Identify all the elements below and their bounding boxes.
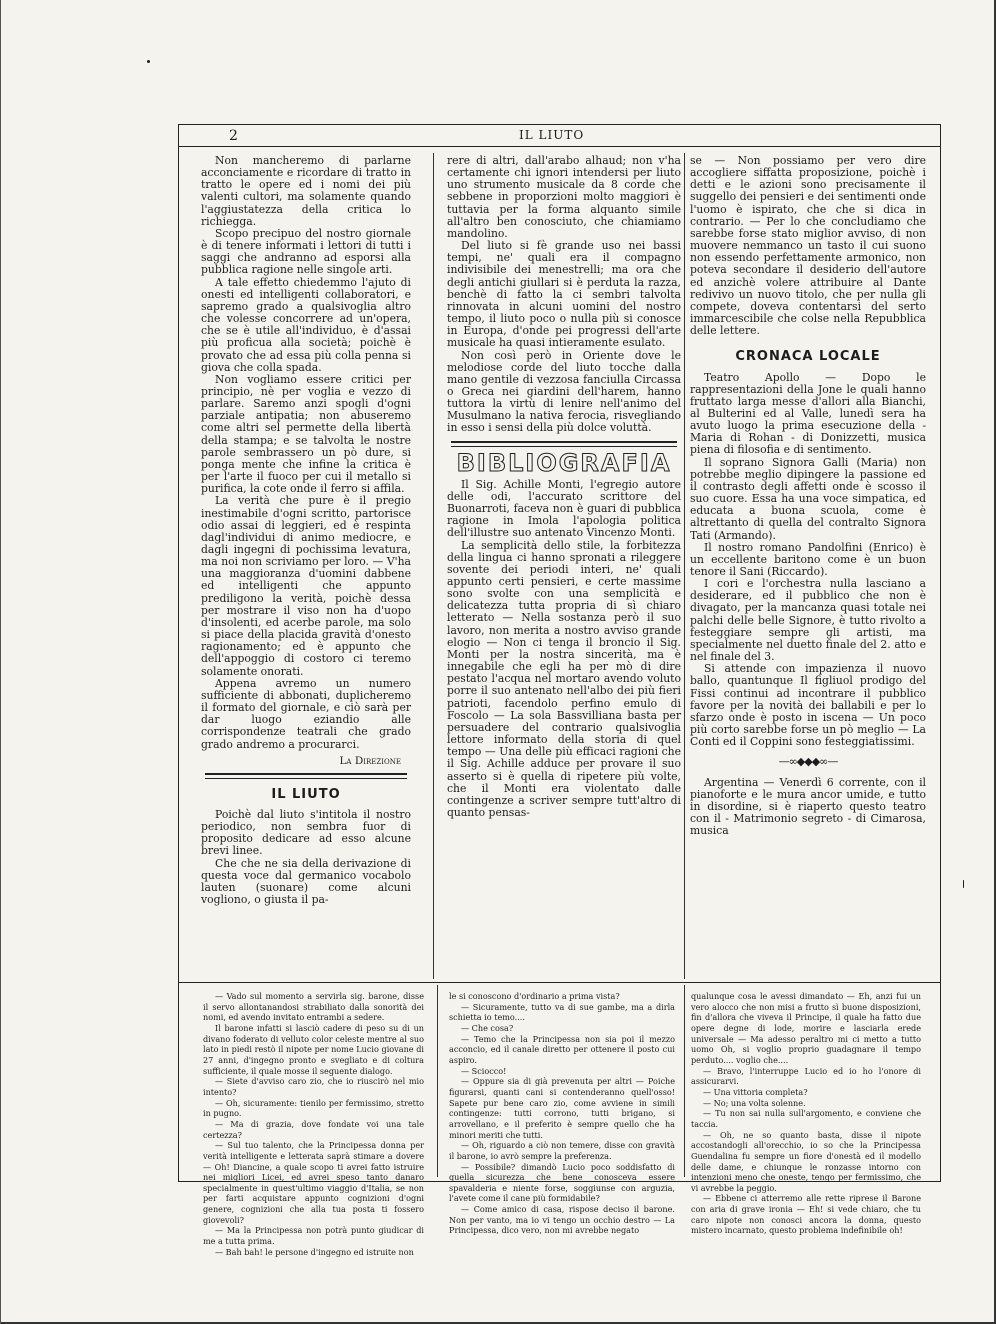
serial-paragraph: — Vado sul momento a servirla sig. barone, disse il servo allontanandosi strabiliato dalla sonorità dei nomi, ed avendo invitato entrambi a sedere.	[203, 991, 424, 1023]
serial-paragraph: — Sicuramente, tutto va di sue gambe, ma a dirla schietta io temo....	[449, 1001, 675, 1023]
serial-paragraph: Il barone infatti si lasciò cadere di peso su di un divano foderato di velluto color celeste mentre al suo lato in piedi restò il nipote per nome Lucio giovane di 27 anni, d'ingegno pronto e svegliato e di coltura sufficiente, il quale mosse il seguente dialogo.	[203, 1022, 424, 1076]
section-title-bibliografia: BIBLIOGRAFIA	[456, 448, 672, 477]
page-frame	[178, 124, 941, 1257]
serial-paragraph: — Come amico di casa, rispose deciso il barone. Non per vanto, ma io vi tengo un occhio destro — La Principessa, dico vero, non mi avrebbe negato	[449, 1204, 675, 1236]
serial-paragraph: — Siete d'avviso caro zio, che io riuscirò nel mio intento?	[203, 1076, 424, 1097]
serial-paragraph: — Bravo, l'interruppe Lucio ed io ho l'onore di assicurarvi.	[691, 1065, 921, 1087]
paragraph: Appena avremo un numero sufficiente di abbonati, duplicheremo il formato del giornale, e ciò sarà per dar luogo eziandio alle corrispondenze teatrali che grado grado andremo a procurarci.	[201, 676, 411, 751]
paragraph: La semplicità dello stile, la forbitezza della lingua ci hanno spronati a rileggere sovente dei periodi interi, ne' quali appunto certi pensieri, e certe massime sono svolte con una semplicità e delicatezza tutta propria di sì chiaro letterato — Nella sostanza però il suo lavoro, non merita a nostro avviso grande elogio — Non ci tenga il broncio il Sig. Monti per la nostra sincerità, ma è innegabile che egli ha per mò di dire pestato l'acqua nel mortaro avendo voluto porre il suo antenato nell'albo dei più fieri patrioti, facendolo perfino emulo di Foscolo — La sola Bassvilliana basta per persuadere del contrario qualsivoglia lettore informato della storia di quel tempo — Una delle più efficaci ragioni che il Sig. Achille adduce per provare il suo asserto si è quella di ripetere più volte, che il Monti era violentato dalle contingenze a scriver sempre tutt'altro di quanto pensas-	[447, 538, 681, 819]
paragraph: Il Sig. Achille Monti, l'egregio autore delle odi, l'accurato scrittore del Buonarroti, faceva non è guari di pubblica ragione in Imola l'apologia politica dell'illustre suo antenato Vincenzo Monti.	[447, 477, 681, 540]
serial-column-1	[203, 991, 424, 1257]
margin-speck	[963, 880, 964, 888]
serial-paragraph: — No; una volta solenne.	[703, 1097, 806, 1108]
section-divider	[205, 773, 407, 779]
serial-paragraph: — Ebbene ci atterremo alle rette riprese il Barone con aria di grave ironia — Eh! si vede chiaro, che tu caro nipote non conosci ancora la donna, questo mistero incarnato, questo problema indefinibile oh!	[691, 1193, 921, 1236]
serial-paragraph: — Possibile? dimandò Lucio poco soddisfatto di quella sicurezza che bene conosceva essere spavalderia e niente forse, soggiunse con arguzia, l'avete come il cane più formidabile?	[449, 1161, 675, 1204]
paragraph: Teatro Apollo — Dopo le rappresentazioni della Jone le quali hanno fruttato larga messe d'allori alla Bianchi, al Bulterini ed al Valle, lunedì sera ha avuto luogo la prima esecuzione della - Maria di Rohan - di Donizzetti, musica piena di filosofia e di sentimento.	[690, 370, 926, 457]
serial-paragraph: — Ma la Principessa non potrà punto giudicar di me a tutta prima.	[203, 1225, 424, 1247]
margin-speck	[147, 60, 150, 63]
running-header	[179, 125, 940, 147]
serial-paragraph: — Oppure sia di già prevenuta per altri — Poiche figurarsi, quanti cani si contenderanno quell'osso! Sapete pur bene caro zio, come avviene in simili contingenze: tutti corrono, tutti brigano, si arrovellano, e il preferito è sempre quello che ha minori meriti che tutti.	[449, 1076, 675, 1140]
paragraph: Argentina — Venerdì 6 corrente, con il pianoforte e le mura ancor umide, e tutto in disordine, si è riaperto questo teatro con il - Matrimonio segreto - di Cimarosa, musica	[690, 775, 926, 838]
page-number: 2	[229, 128, 238, 144]
serial-column-3	[691, 991, 921, 1236]
serial-paragraph: — Tu non sai nulla sull'argomento, e conviene che taccia.	[691, 1108, 921, 1129]
journal-title: IL LIUTO	[519, 128, 585, 142]
paragraph: rere di altri, dall'arabo alhaud; non v'ha certamente chi ignori intendersi per liuto uno strumento musicale da 8 corde che sebbene in proporzioni molto maggiori è tuttavia per la forma alquanto simile all'altro ben conosciuto, che chiamiamo mandolino.	[447, 154, 681, 240]
column-rule	[684, 153, 685, 979]
serial-paragraph: — Ma di grazia, dove fondate voi una tale certezza?	[203, 1118, 424, 1140]
paragraph: se — Non possiamo per vero dire accogliere siffatta proposizione, poichè i detti e le azioni sono precisamente il suggello dei pensieri e dei sentimenti onde l'uomo è ispirato, che che si dica in contrario. — Per lo che concludiamo che sarebbe forse stato miglior avviso, di non muovere nemmanco un tasto il cui suono non essendo perfettamente armonico, non poteva secondare il desiderio dell'autore ed anzichè volere attribuire al Dante redivivo un nuovo titolo, che per nulla gli compete, doveva contentarsi del serto immarcescibile che colse nella Repubblica delle lettere.	[690, 154, 926, 338]
serial-paragraph: — Una vittoria completa?	[703, 1086, 808, 1097]
paragraph: Si attende con impazienza il nuovo ballo, quantunque Il figliuol prodigo del Fissi continui ad incontrare il pubblico favore per la novità dei ballabili e per lo sfarzo onde è posto in iscena — Un poco più corto sarebbe forse un pò meglio — La Conti ed il Coppini sono festeggiatissimi.	[690, 662, 926, 749]
column-rule	[433, 153, 434, 979]
column-3	[690, 155, 926, 837]
serial-paragraph: — Sciocco!	[461, 1065, 507, 1076]
section-title-cronaca-locale: CRONACA LOCALE	[735, 349, 881, 365]
serial-paragraph: — Sul tuo talento, che la Principessa donna per verità intelligente e letterata saprà stimare a dovere — Oh! Diancine, a quale scopo ti avrei fatto istruire nei migliori Licei, ed avrei speso tanto danaro specialmente in quest'ultimo viaggio d'Italia, se non per farti acquistare appunto cognizioni d'ogni genere, cognizioni che alla tua posta ti fossero giovevoli?	[203, 1140, 424, 1225]
paragraph: Che che ne sia della derivazione di questa voce dal germanico vocabolo lauten (suonare) come alcuni vogliono, o giusta il pa-	[201, 856, 411, 907]
column-2	[447, 155, 681, 819]
paragraph: Il nostro romano Pandolfini (Enrico) è un eccellente baritono come è un buon tenore il Sani (Riccardo).	[690, 540, 926, 578]
serial-divider	[179, 982, 940, 983]
paragraph: A tale effetto chiedemmo l'ajuto di onesti ed intelligenti collaboratori, e sapremo grado a qualsivoglia altro che volesse concorrere ad un'opera, che se è utile all'individuo, è d'assai più proficua alla società; poichè è provato che ad essa più colla penna si giova che colla spada.	[201, 275, 411, 374]
paragraph: Non vogliamo essere critici per principio, nè per voglia e vezzo di parlare. Saremo anzi spogli d'ogni parziale antipatia; non abuseremo come altri sel permette della libertà della stampa; e se talvolta le nostre parole sembrassero un pò dure, si ponga mente che infine la critica è per l'arte il fuoco per cui il metallo si purifica, la cote onde il ferro si affila.	[201, 372, 411, 496]
paragraph: Del liuto si fè grande uso nei bassi tempi, ne' quali era il compagno indivisibile dei menestrelli; ma ora che degli antichi giullari si è perduta la razza, benchè di fatto la ci sembri talvolta rinnovata in alcuni uomini del nostro tempo, il liuto poco o nulla più si conosce in Europa, d'onde pei progressi dell'arte musicale ha quasi intieramente esulato.	[447, 239, 681, 350]
paragraph: Scopo precipuo del nostro giornale è di tenere informati i lettori di tutti i saggi che andranno ad esporsi alla pubblica ragione nelle singole arti.	[201, 226, 411, 277]
serial-paragraph: — Bah bah! le persone d'ingegno ed istruite non	[215, 1246, 414, 1257]
ornament-divider: —∞◆◆◆∞—	[778, 755, 838, 769]
serial-column-rule	[684, 985, 685, 1177]
paragraph: Il soprano Signora Galli (Maria) non potrebbe meglio dipingere la passione ed il contrasto degli affetti onde è scosso il suo cuore. Essa ha una voce simpatica, ed educata a buona scuola, come è altrettanto di quella del contralto Signora Tati (Armando).	[690, 455, 926, 542]
serial-paragraph: — Oh, ne so quanto basta, disse il nipote accostandogli all'orecchio, io so che la Principessa Guendalina fu sempre un fiore d'onestà ed il modello delle dame, e chiunque le ronzasse intorno con intenzioni meno che oneste, tengo per fermissimo, che vi avrebbe la peggio.	[691, 1129, 921, 1193]
paragraph: Non mancheremo di parlarne acconciamente e ricordare di tratto in tratto le opere ed i nomi dei più valenti cultori, ma solamente quando l'aggiustatezza della critica lo richiegga.	[201, 154, 411, 228]
column-1	[201, 155, 411, 906]
paragraph: I cori e l'orchestra nulla lasciano a desiderare, ed il pubblico che non è divagato, per la mancanza quasi totale nei palchi delle belle Signore, è tutto rivolto a festeggiare sempre gli artisti, ma specialmente nel duetto finale del 2. atto e nel finale del 3.	[690, 577, 926, 664]
serial-paragraph: — Temo che la Principessa non sia poi il mezzo acconcio, ed il canale diretto per ottenere il posto cui aspiro.	[449, 1033, 675, 1065]
serial-paragraph: — Che cosa?	[461, 1022, 514, 1033]
article-columns	[179, 147, 940, 982]
paragraph: Poichè dal liuto s'intitola il nostro periodico, non sembra fuor di proposito dedicare ad esso alcune brevi linee.	[201, 807, 411, 858]
serial-column-rule	[437, 985, 438, 1177]
section-title-il-liuto: IL LIUTO	[271, 786, 341, 802]
paragraph: Non così però in Oriente dove le melodiose corde del liuto tocche dalla mano gentile di vezzosa fanciulla Circassa o Greca nei giardini dell'harem, hanno tuttora la virtù di lenire nell'animo del Musulmano la nativa ferocia, risvegliando in esso i sensi della più dolce voluttà.	[447, 348, 681, 435]
paragraph: La verità che pure è il pregio inestimabile d'ogni scritto, partorisce odio assai di leggieri, ed è respinta dagl'individui di animo mediocre, e dagli ingegni di pochissima levatura, ma noi non scriviamo per loro. — V'ha una maggioranza d'uomini dabbene ed intelligenti che appunto prediligono la verità, poichè dessa per mostrare il viso non ha d'uopo d'insolenti, ed acerbe parole, ma solo si piace della placida gravità d'onesto ragionamento; ed è appunto che dell'appoggio di costoro ci teremo solamente onorati.	[201, 494, 411, 678]
serial-paragraph: — Oh, sicuramente: tienilo per fermissimo, stretto in pugno.	[203, 1097, 424, 1119]
serial-paragraph: le si conoscono d'ordinario a prima vista?	[449, 991, 620, 1001]
serial-paragraph: qualunque cosa le avessi dimandato — Eh, anzi fui un vero alocco che non misi a frutto sì buone disposizioni, fin d'allora che viveva il Principe, il quale ha fatto due opere degne di lode, morire e lasciarla erede universale — Ma adesso peraltro mi ci metto a tutto uomo Oh, si voglio proprio guadagnare il tempo perduto.... voglio che....	[691, 991, 921, 1065]
serial-column-2	[449, 991, 675, 1236]
section-divider	[451, 441, 677, 447]
signature: La Direzione	[339, 754, 401, 767]
serial-paragraph: — Oh, riguardo a ciò non temere, disse con gravità il barone, io avrò sempre la preferenza.	[449, 1140, 675, 1161]
